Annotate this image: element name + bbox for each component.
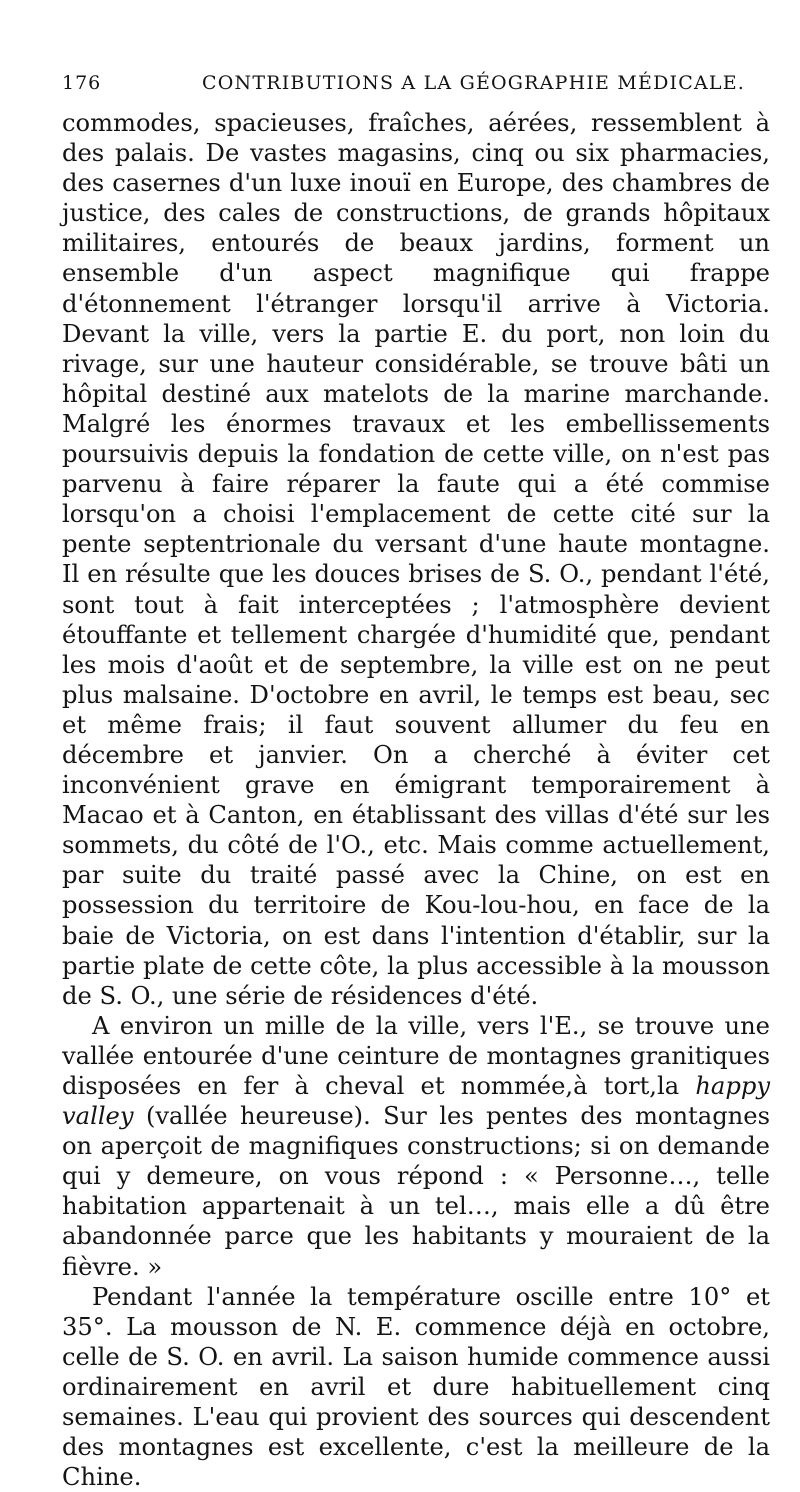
paragraph-1: [62, 108, 770, 1011]
paragraph-2: [62, 1011, 770, 1282]
paragraph-2-text-start: A environ un mille de la ville, vers l'E., se trouve une vallée entourée d'une ceinture de montagnes granitiques disposées en fer à cheval et nommée,à tort,la: [62, 1011, 770, 1100]
paragraph-2-text-end: (vallée heureuse). Sur les pentes des montagnes on aperçoit de magnifiques constructions; si on demande qui y demeure, on vous répond : « Personne…, telle habitation appartenait à un tel…, mais elle a dû être abandonnée parce que les habitants y mouraient de la fièvre. »: [62, 1102, 770, 1281]
book-page: [62, 62, 770, 1492]
paragraph-2-italic-term: happy valley: [62, 1072, 770, 1131]
paragraph-3-text: Pendant l'année la température oscille entre 10° et 35°. La mousson de N. E. commence déjà en octobre, celle de S. O. en avril. La saison humide commence aussi ordinairement en avril et dure habituellement cinq semaines. L'eau qui provient des sources qui descendent des montagnes est excellente, c'est la meilleure de la Chine.: [62, 1282, 770, 1492]
body-text: [62, 108, 770, 1492]
paragraph-3: [62, 1282, 770, 1492]
page-number: 176: [62, 72, 102, 94]
paragraph-1-text: commodes, spacieuses, fraîches, aérées, ressemblent à des palais. De vastes magasins, cinq ou six pharmacies, des casernes d'un luxe inouï en Europe, des chambres de justice, des cales de constructions, de grands hôpitaux militaires, entourés de beaux jardins, forment un ensemble d'un aspect magnifique qui frappe d'étonnement l'étranger lorsqu'il arrive à Victoria. Devant la ville, vers la partie E. du port, non loin du rivage, sur une hauteur considérable, se trouve bâti un hôpital destiné aux matelots de la marine marchande. Malgré les énormes travaux et les embellissements poursuivis depuis la fondation de cette ville, on n'est pas parvenu à faire réparer la faute qui a été commise lorsqu'on a choisi l'emplacement de cette cité sur la pente septentrionale du versant d'une haute montagne. Il en résulte que les douces brises de S. O., pendant l'été, sont tout à fait interceptées ; l'atmosphère devient étouffante et tellement chargée d'humidité que, pendant les mois d'août et de septembre, la ville est on ne peut plus malsaine. D'octobre en avril, le temps est beau, sec et même frais; il faut souvent allumer du feu en décembre et janvier. On a cherché à éviter cet inconvénient grave en émigrant temporairement à Macao et à Canton, en établissant des villas d'été sur les sommets, du côté de l'O., etc. Mais comme actuellement, par suite du traité passé avec la Chine, on est en possession du territoire de Kou-lou-hou, en face de la baie de Victoria, on est dans l'intention d'établir, sur la partie plate de cette côte, la plus accessible à la mousson de S. O., une série de résidences d'été.: [62, 109, 770, 1010]
running-head: [62, 62, 770, 108]
running-title: CONTRIBUTIONS A LA GÉOGRAPHIE MÉDICALE.: [202, 72, 746, 94]
